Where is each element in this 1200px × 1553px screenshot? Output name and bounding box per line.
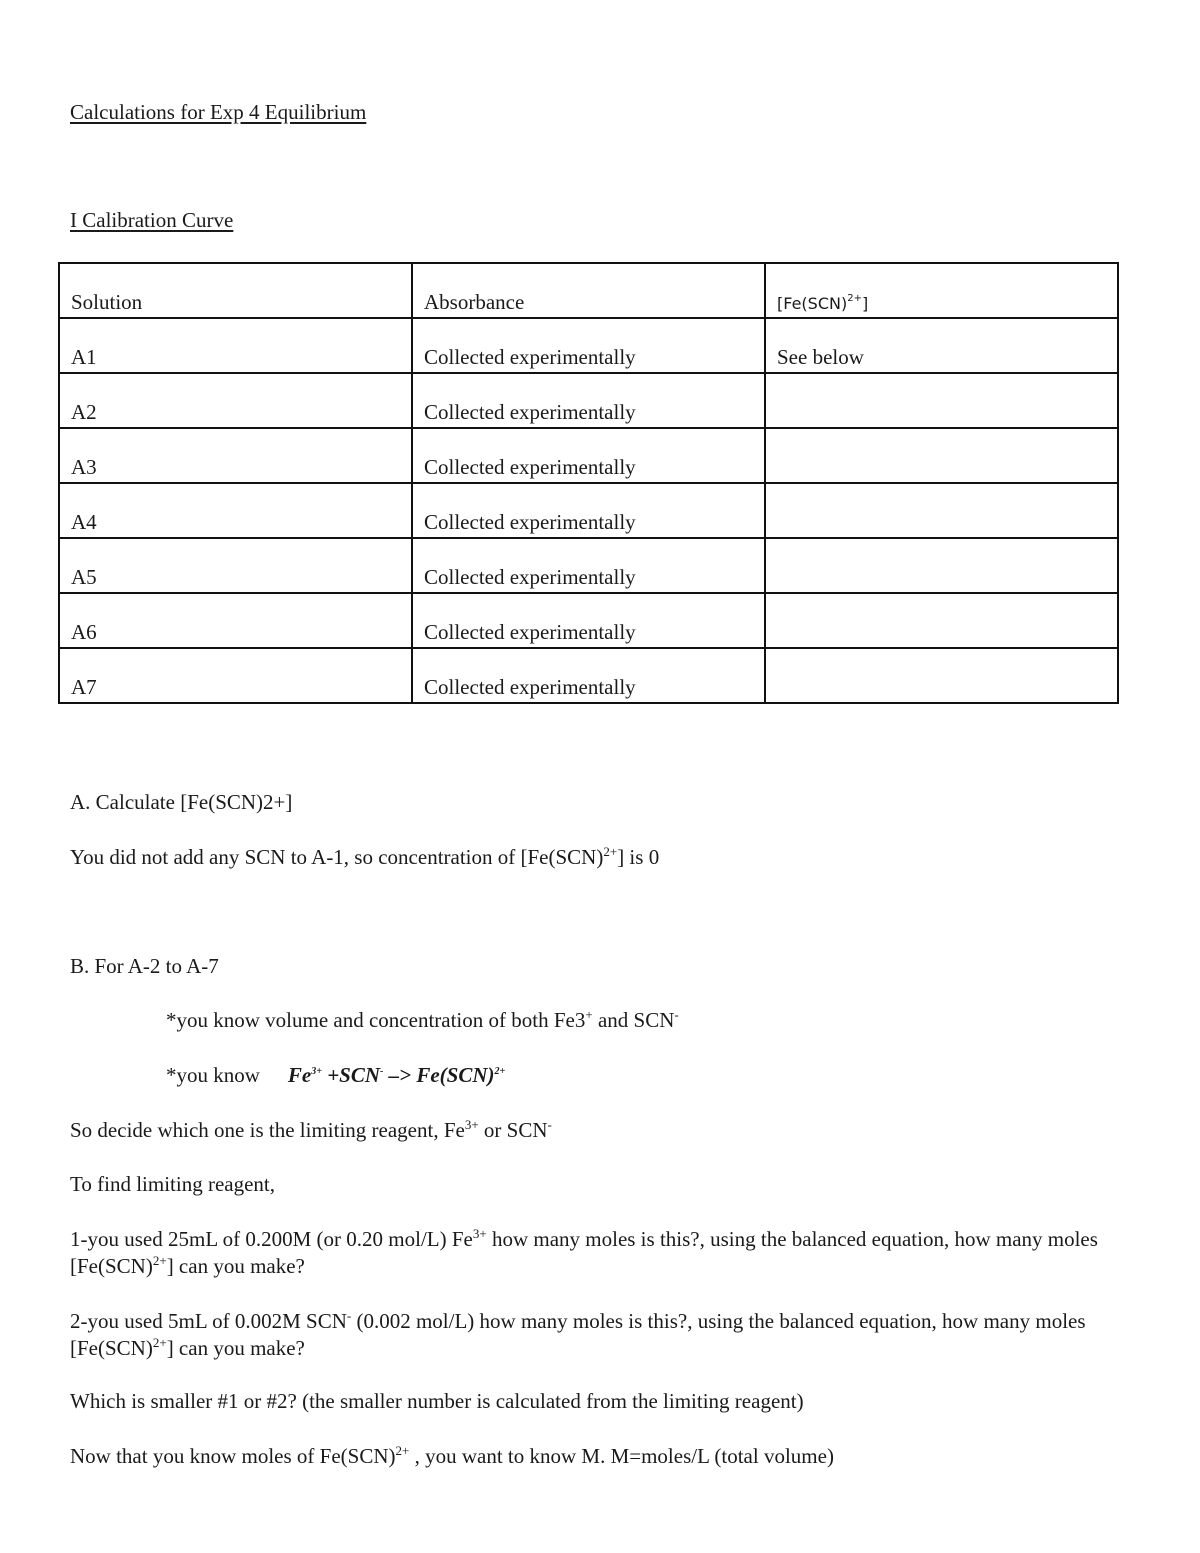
decide-sup: 3+ [464,1117,479,1132]
header-concentration [765,263,1118,318]
step2-end: ] can you make? [166,1336,305,1360]
header-solution: Solution [59,263,412,318]
table-row [59,483,1118,538]
cell-solution: A1 [59,318,412,373]
decide-mid: or SCN [478,1118,548,1142]
cell-concentration [765,593,1118,648]
step1-post: how many moles is this?, using the balanced equation, how many moles [Fe(SCN) [70,1227,1098,1278]
step-2 [70,1308,1130,1362]
eq-plus-scn: +SCN [321,1063,381,1087]
bullet1-mid: and SCN [592,1008,675,1032]
cell-concentration [765,538,1118,593]
step1-text: 1-you used 25mL of 0.200M (or 0.20 mol/L) Fe [70,1227,473,1251]
page-title: Calculations for Exp 4 Equilibrium [70,100,367,124]
final-text: Now that you know moles of Fe(SCN) [70,1444,396,1468]
table-row [59,648,1118,703]
table-row [59,538,1118,593]
part-a-text: You did not add any SCN to A-1, so concentration of [Fe(SCN) [70,845,604,869]
equation [288,1063,505,1087]
cell-absorbance: Collected experimentally [412,318,765,373]
cell-absorbance: Collected experimentally [412,428,765,483]
eq-fe-sup: 3+ [311,1066,322,1077]
bullet-known-equation [166,1063,505,1088]
bullet2-text: *you know [166,1063,260,1087]
cell-absorbance: Collected experimentally [412,593,765,648]
header-absorbance: Absorbance [412,263,765,318]
cell-concentration [765,373,1118,428]
step1-sup2: 2+ [152,1253,167,1268]
cell-concentration: See below [765,318,1118,373]
cell-concentration [765,428,1118,483]
table-row [59,373,1118,428]
table-header-row [59,263,1118,318]
eq-product-sup: 2+ [494,1066,506,1077]
part-a-heading: A. Calculate [Fe(SCN)2+] [70,790,293,814]
cell-absorbance: Collected experimentally [412,373,765,428]
compare-question: Which is smaller #1 or #2? (the smaller number is calculated from the limiting reagent) [70,1389,804,1413]
find-limiting: To find limiting reagent, [70,1172,275,1196]
table-row [59,593,1118,648]
part-a-sup: 2+ [603,844,618,859]
final-sup: 2+ [395,1443,410,1458]
decide-sup2: - [547,1117,552,1132]
header-conc-close: ] [861,294,869,313]
part-a-statement [70,845,659,870]
part-b-heading: B. For A-2 to A-7 [70,954,219,978]
step2-text: 2-you used 5mL of 0.002M SCN [70,1309,347,1333]
table-row [59,318,1118,373]
part-a-text-end: ] is 0 [617,845,660,869]
cell-solution: A6 [59,593,412,648]
eq-fe: Fe [287,1063,312,1087]
calibration-table [58,262,1119,704]
eq-scn-sup: - [380,1066,384,1077]
cell-concentration [765,483,1118,538]
cell-solution: A7 [59,648,412,703]
header-conc-text: [Fe(SCN) [777,294,848,313]
step2-post: (0.002 mol/L) how many moles is this?, using the balanced equation, how many moles [Fe(SCN) [70,1309,1086,1360]
bullet1-sup2: - [674,1007,679,1022]
bullet-known-volume [166,1008,679,1033]
final-molarity [70,1444,834,1469]
cell-solution: A2 [59,373,412,428]
cell-concentration [765,648,1118,703]
section-heading-calibration: I Calibration Curve [70,208,234,232]
cell-absorbance: Collected experimentally [412,538,765,593]
table-row [59,428,1118,483]
bullet1-text: *you know volume and concentration of both Fe3 [166,1008,586,1032]
eq-arrow-product: –> Fe(SCN) [383,1063,495,1087]
bullet1-sup: + [585,1007,593,1022]
step1-sup: 3+ [472,1226,487,1241]
decide-text: So decide which one is the limiting reagent, Fe [70,1118,465,1142]
cell-solution: A3 [59,428,412,483]
final-post: , you want to know M. M=moles/L (total volume) [409,1444,834,1468]
step1-end: ] can you make? [166,1254,305,1278]
cell-absorbance: Collected experimentally [412,648,765,703]
cell-absorbance: Collected experimentally [412,483,765,538]
cell-solution: A4 [59,483,412,538]
step2-sup: - [346,1308,352,1323]
step2-sup2: 2+ [152,1335,167,1350]
step-1 [70,1226,1130,1280]
decide-limiting [70,1118,552,1143]
header-conc-sup: 2+ [847,293,862,304]
cell-solution: A5 [59,538,412,593]
